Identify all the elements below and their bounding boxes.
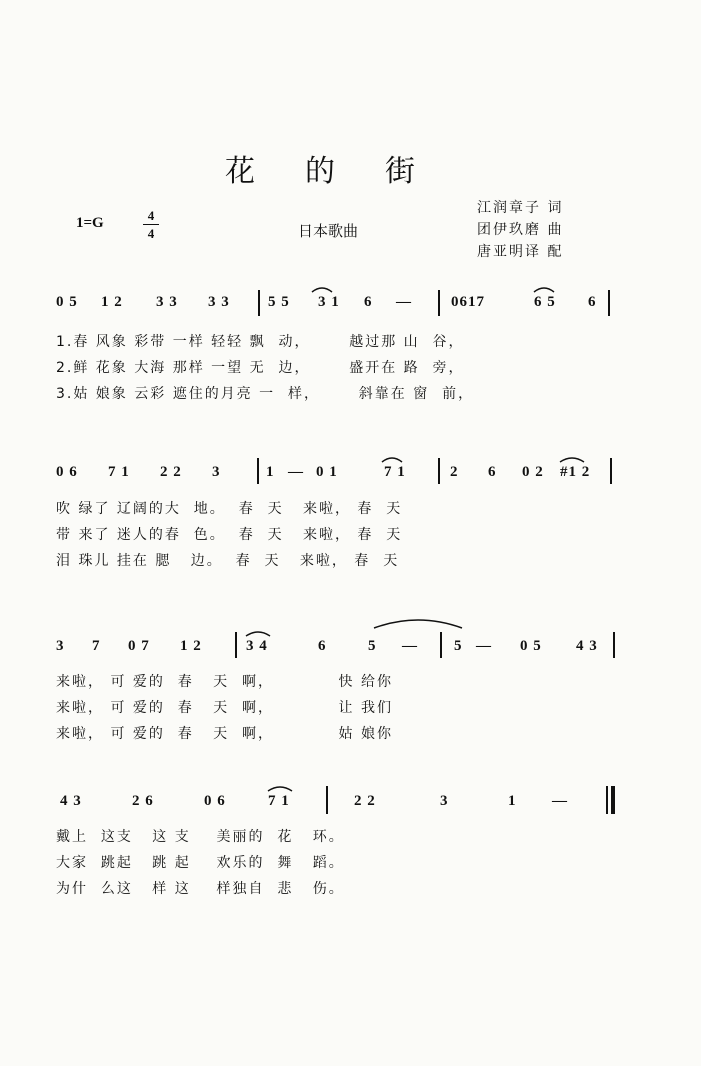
lyric-verse-2: 大家 跳起 跳 起 欢乐的 舞 蹈。 — [56, 855, 345, 871]
lyric-verse-3: 3.姑 娘象 云彩 遮住的月亮 一 样， 斜靠在 窗 前， — [56, 386, 475, 402]
tie-arc — [374, 620, 462, 628]
tie-arc — [246, 632, 270, 636]
note-group: 2 2 — [160, 464, 182, 480]
note-group: — — [476, 638, 492, 654]
note-group: 4 3 — [60, 793, 82, 809]
tie-arc — [534, 288, 554, 292]
note-group: 1 — [266, 464, 275, 480]
note-group: 5 — [454, 638, 463, 654]
note-group: 6 — [318, 638, 327, 654]
note-group: 7 1 — [268, 793, 290, 809]
tie-arc — [560, 458, 584, 462]
note-group: 5 5 — [268, 294, 290, 310]
lyric-verse-1: 吹 绿了 辽阔的大 地。 春 天 来啦， 春 天 — [56, 501, 403, 517]
time-denominator: 4 — [147, 226, 155, 241]
note-group: 6 — [364, 294, 373, 310]
note-group: 2 — [450, 464, 459, 480]
note-group: 7 1 — [384, 464, 406, 480]
lyric-verse-3: 为什 么这 样 这 样独自 悲 伤。 — [56, 881, 345, 897]
note-group: 1 — [508, 793, 517, 809]
note-group: 3 — [440, 793, 449, 809]
note-group: 3 3 — [208, 294, 230, 310]
note-group: 0 1 — [316, 464, 338, 480]
lyric-verse-1: 戴上 这支 这 支 美丽的 花 环。 — [56, 829, 345, 845]
time-numerator: 4 — [147, 208, 155, 223]
note-group: 0 5 — [520, 638, 542, 654]
tie-arc — [312, 288, 332, 292]
note-group: — — [396, 294, 412, 310]
note-group: 3 1 — [318, 294, 340, 310]
lyric-verse-1: 来啦， 可 爱的 春 天 啊， 快 给你 — [56, 674, 394, 690]
note-group: 5 — [368, 638, 377, 654]
note-group: 4 3 — [576, 638, 598, 654]
note-group: 3 4 — [246, 638, 268, 654]
key-signature: 1=G — [76, 215, 104, 231]
note-group: 0 5 — [56, 294, 78, 310]
note-group: 0 7 — [128, 638, 150, 654]
song-title: 花的街 — [225, 154, 465, 189]
note-group: 0 2 — [522, 464, 544, 480]
lyric-verse-1: 1.春 风象 彩带 一样 轻轻 飘 动， 越过那 山 谷， — [56, 334, 465, 350]
note-group: 0 6 — [204, 793, 226, 809]
song-origin: 日本歌曲 — [298, 222, 359, 240]
note-group: 3 3 — [156, 294, 178, 310]
note-group: 3 — [212, 464, 221, 480]
note-group: 6 — [488, 464, 497, 480]
note-group: 0617 — [451, 294, 485, 310]
note-group: 6 5 — [534, 294, 556, 310]
note-group: 0 6 — [56, 464, 78, 480]
credit-composer: 团伊玖磨 曲 — [477, 222, 564, 238]
note-group: 3 — [56, 638, 65, 654]
note-group: #1 2 — [560, 464, 591, 480]
lyric-verse-2: 带 来了 迷人的春 色。 春 天 来啦， 春 天 — [56, 527, 403, 543]
credit-translator: 唐亚明译 配 — [477, 244, 564, 260]
note-group: 2 6 — [132, 793, 154, 809]
lyric-verse-2: 2.鲜 花象 大海 那样 一望 无 边， 盛开在 路 旁， — [56, 360, 465, 376]
note-group: — — [402, 638, 418, 654]
credit-lyricist: 江润章子 词 — [477, 200, 564, 216]
note-group: — — [552, 793, 568, 809]
lyric-verse-3: 泪 珠儿 挂在 腮 边。 春 天 来啦， 春 天 — [56, 553, 400, 569]
note-group: 6 — [588, 294, 597, 310]
tie-arc — [382, 458, 402, 462]
note-group: 1 2 — [180, 638, 202, 654]
note-group: 1 2 — [101, 294, 123, 310]
note-group: 2 2 — [354, 793, 376, 809]
lyric-verse-2: 来啦， 可 爱的 春 天 啊， 让 我们 — [56, 700, 394, 716]
note-group: — — [288, 464, 304, 480]
note-group: 7 — [92, 638, 101, 654]
note-group: 7 1 — [108, 464, 130, 480]
tie-arc — [268, 787, 292, 791]
lyric-verse-3: 来啦， 可 爱的 春 天 啊， 姑 娘你 — [56, 726, 394, 742]
